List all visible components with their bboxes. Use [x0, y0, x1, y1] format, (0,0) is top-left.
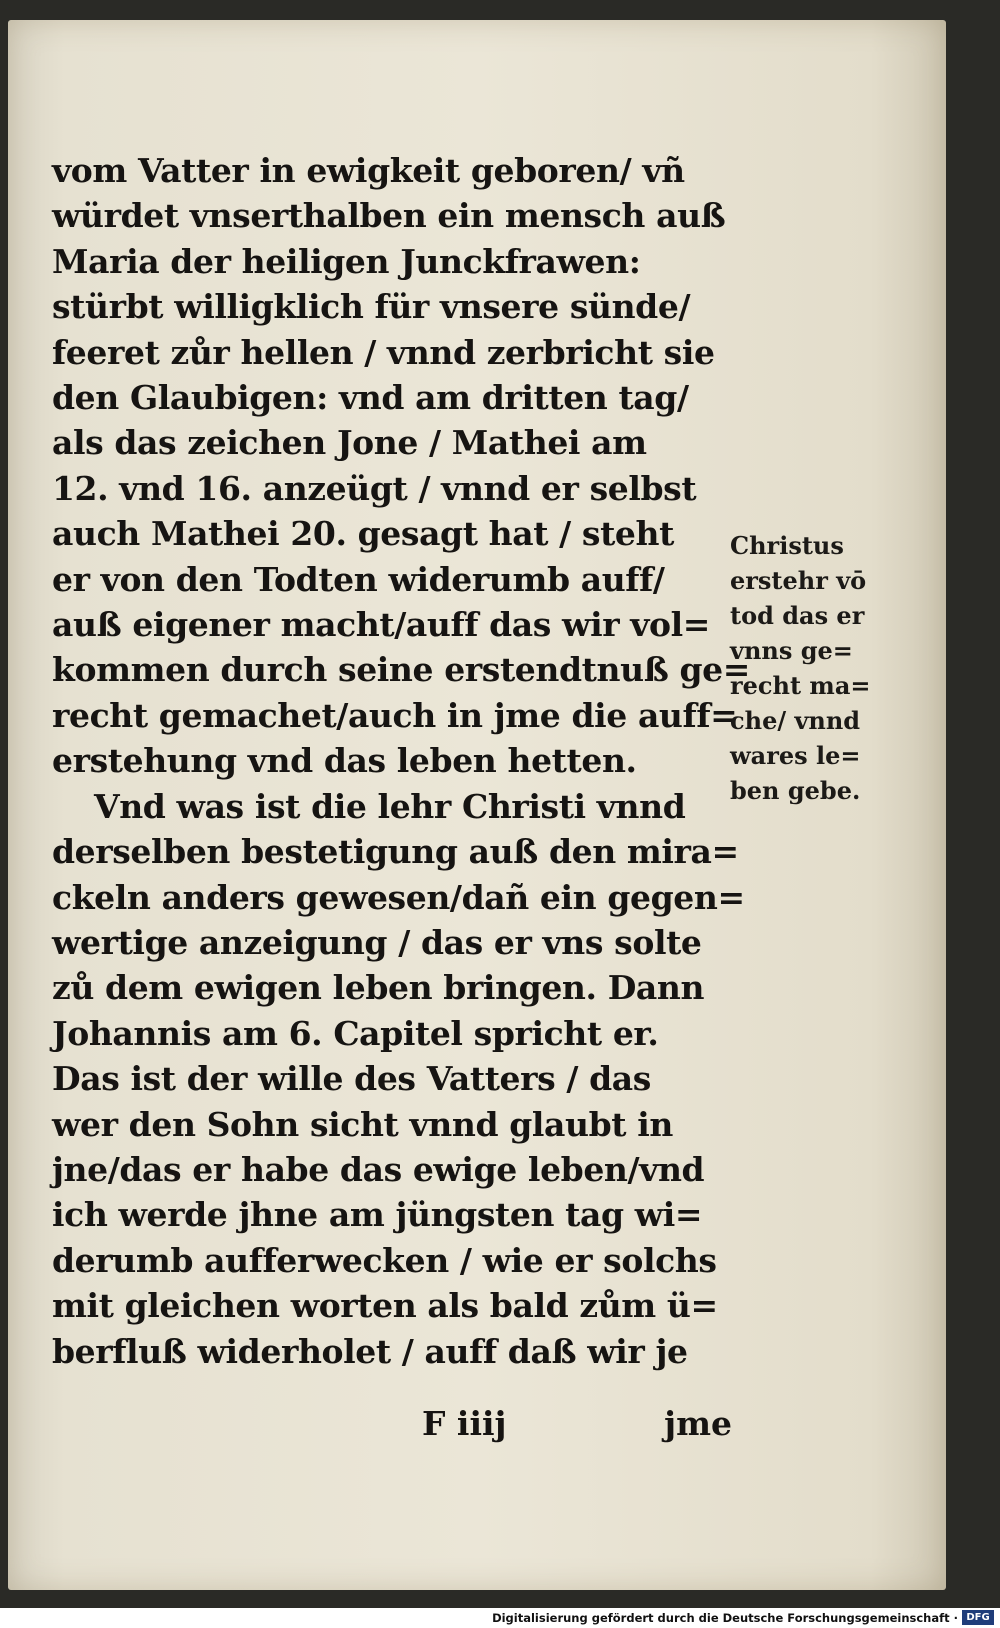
- digitization-footer: [0, 1608, 1000, 1628]
- footer-credit: Digitalisierung gefördert durch die Deutsche Forschungsgemeinschaft ·: [492, 1611, 958, 1625]
- margin-note-line: ben gebe.: [730, 776, 861, 805]
- signature-mark: F iiij: [422, 1404, 507, 1443]
- paragraph-start-line: Vnd was ist die lehr Christi vnnd: [94, 786, 686, 826]
- margin-note-line: vnns ge=: [730, 636, 853, 665]
- dfg-logo: DFG: [962, 1610, 994, 1625]
- text-line: derselben bestetigung auß den mira=: [52, 832, 739, 872]
- text-line: jne/das er habe das ewige leben/vnd: [52, 1149, 705, 1189]
- text-line: auß eigener macht/auff das wir vol=: [52, 605, 711, 645]
- text-line: 12. vnd 16. anzeügt / vnnd er selbst: [52, 468, 697, 508]
- margin-note-line: erstehr vō: [730, 566, 867, 595]
- book-page: [8, 20, 946, 1590]
- text-line: berfluß widerholet / auff daß wir je: [52, 1331, 688, 1371]
- text-line: kommen durch seine erstendtnuß ge=: [52, 650, 750, 690]
- page-bottom-line: [52, 1404, 732, 1450]
- main-text-block: [52, 148, 750, 1374]
- text-line: Johannis am 6. Capitel spricht er.: [52, 1013, 659, 1053]
- text-line: als das zeichen Jone / Mathei am: [52, 423, 647, 463]
- text-line: feeret zůr hellen / vnnd zerbricht sie: [52, 332, 715, 372]
- text-line: Maria der heiligen Junckfrawen:: [52, 241, 641, 281]
- text-line: recht gemachet/auch in jme die auff=: [52, 695, 738, 735]
- text-line: er von den Todten widerumb auff/: [52, 559, 665, 599]
- text-line: ich werde jhne am jüngsten tag wi=: [52, 1195, 703, 1235]
- text-line: zů dem ewigen leben bringen. Dann: [52, 968, 705, 1008]
- margin-note-line: recht ma=: [730, 671, 871, 700]
- text-line: stürbt willigklich für vnsere sünde/: [52, 287, 691, 327]
- text-line: würdet vnserthalben ein mensch auß: [52, 196, 726, 236]
- text-line: erstehung vnd das leben hetten.: [52, 741, 637, 781]
- text-line: derumb aufferwecken / wie er solchs: [52, 1240, 717, 1280]
- text-line: ckeln anders gewesen/dañ ein gegen=: [52, 877, 745, 917]
- text-line: wertige anzeigung / das er vns solte: [52, 922, 702, 962]
- margin-note-line: che/ vnnd: [730, 706, 861, 735]
- catchword: jme: [664, 1404, 732, 1443]
- text-line: auch Mathei 20. gesagt hat / steht: [52, 514, 674, 554]
- text-line: den Glaubigen: vnd am dritten tag/: [52, 378, 689, 418]
- text-line: Das ist der wille des Vatters / das: [52, 1059, 651, 1099]
- text-line: vom Vatter in ewigkeit geboren/ vñ: [52, 151, 685, 190]
- text-line: mit gleichen worten als bald zům ü=: [52, 1286, 718, 1326]
- text-line: wer den Sohn sicht vnnd glaubt in: [52, 1104, 673, 1144]
- margin-note-line: wares le=: [730, 741, 861, 770]
- margin-note: [730, 528, 910, 808]
- margin-note-line: tod das er: [730, 601, 865, 630]
- margin-note-line: Christus: [730, 531, 844, 560]
